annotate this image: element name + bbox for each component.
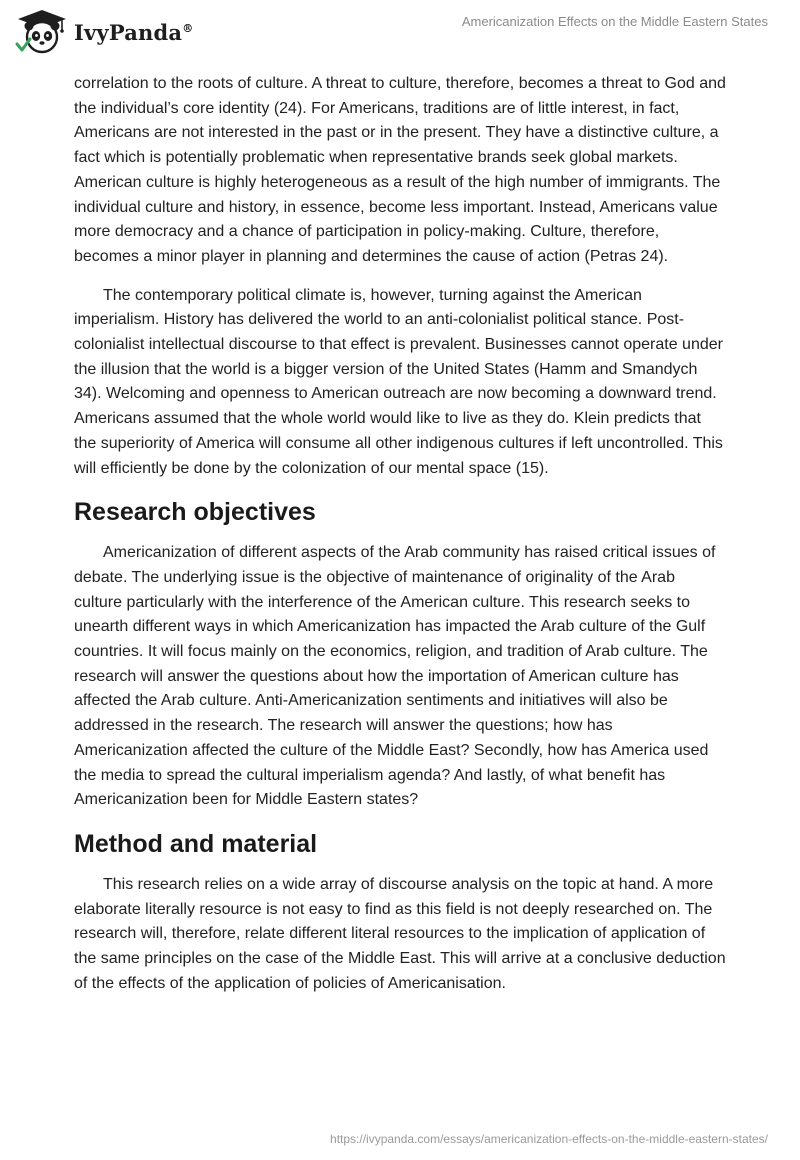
paragraph: The contemporary political climate is, however, turning against the American imperialism. History has delivered the world to an anti-colonialist political stance. Post-colonialist intellectual discourse to that effect is prevalent. Businesses cannot operate under the illusion that the world is a bigger version of the United States (Hamm and Smandych 34). Welcoming and openness to American outreach are now becoming a downward trend. Americans assumed that the whole world would like to live as they do. Klein predicts that the superiority of America will consume all other indigenous cultures if left uncontrolled. This will efficiently be done by the colonization of our mental space (15). (74, 286, 723, 477)
brand-text: IvyPanda (74, 19, 183, 45)
panda-graduate-icon (14, 8, 70, 56)
paragraph: Americanization of different aspects of the Arab community has raised critical issues of debate. The underlying issue is the objective of maintenance of originality of the Arab culture particularly with the interference of the American culture. This research seeks to unearth different ways in which Americanization has impacted the Arab culture of the Gulf countries. It will focus mainly on the economics, religion, and tradition of Arab culture. The research will answer the questions about how the importation of American culture has affected the Arab culture. Anti-Americanization sentiments and initiatives will also be addressed in the research. The research will answer the questions; how has Americanization affected the culture of the Middle East? Secondly, how has America used the media to spread the cultural imperialism agenda? And lastly, of what benefit has Americanization been for Middle Eastern states? (74, 544, 716, 809)
paragraph: This research relies on a wide array of discourse analysis on the topic at hand. A more elaborate literally resource is not easy to find as this field is not deeply researched on. The research will, therefore, relate different literal resources to the implication of application of the same principles on the case of the Middle East. This will arrive at a conclusive deduction of the effects of the application of policies of Americanisation. (74, 875, 726, 992)
paragraph: correlation to the roots of culture. A threat to culture, therefore, becomes a threat to God and the individual’s core identity (24). For Americans, traditions are of little interest, in fact, Americans are not interested in the past or in the present. They have a distinctive culture, a fact which is potentially problematic when representative brands seek global markets. American culture is highly heterogeneous as a result of the high number of immigrants. The individual culture and history, in essence, become less important. Instead, Americans value more democracy and a chance of participation in policy-making. Culture, therefore, becomes a minor player in planning and determines the cause of action (Petras 24). (74, 75, 726, 265)
brand-name (74, 20, 193, 45)
section-heading: Method and material (74, 829, 318, 858)
section-heading: Research objectives (74, 498, 316, 527)
registered-mark: ® (182, 21, 194, 35)
essay-body (74, 72, 726, 1011)
page-header (0, 0, 800, 70)
ivypanda-logo[interactable] (14, 8, 193, 56)
source-url-link[interactable]: https://ivypanda.com/essays/americanization-effects-on-the-middle-eastern-states/ (330, 1132, 768, 1146)
document-title: Americanization Effects on the Middle Eastern States (461, 14, 768, 29)
